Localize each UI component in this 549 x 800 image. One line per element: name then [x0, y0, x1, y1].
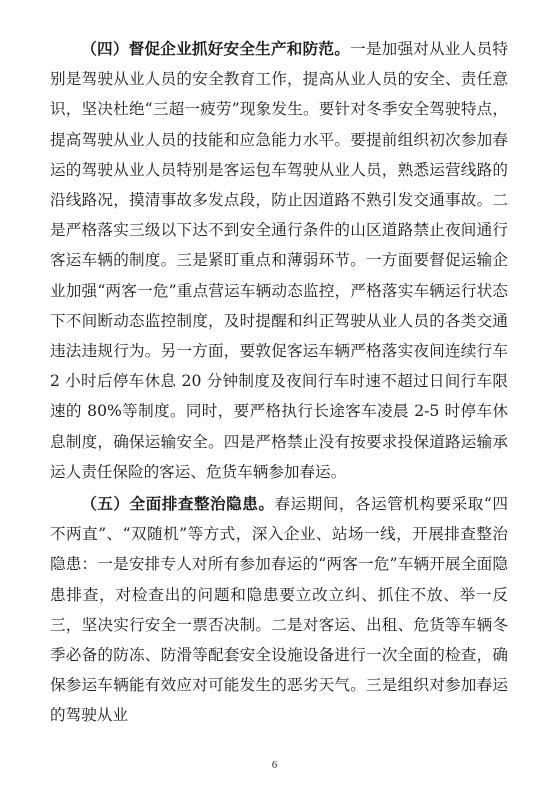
paragraph-section-5: [50, 489, 508, 731]
section-4-heading: （四）督促企业抓好安全生产和防范。: [81, 40, 351, 58]
section-5-text: 春运期间，各运管机构要采取“四不两直”、“双随机”等方式，深入企业、站场一线，开展排查整治隐患：一是安排专人对所有参加春运的“两客一危”车辆开展全面隐患排查，对检查出的问题和隐患要立改立纠、抓住不放、举一反三，坚决实行安全一票否决制。二是对客运、出租、危货等车辆冬季必备的防冻、防滑等配套安全设施设备进行一次全面的检查，确保参运车辆能有效应对可能发生的恶劣天气。三是组织对参加春运的驾驶从业: [50, 495, 508, 725]
page-number: 6: [271, 759, 278, 771]
section-5-heading: （五）全面排查整治隐患。: [81, 495, 275, 514]
section-4-text: 一是加强对从业人员特别是驾驶从业人员的安全教育工作，提高从业人员的安全、责任意识，坚决杜绝“三超一疲劳”现象发生。要针对冬季安全驾驶特点，提高驾驶从业人员的技能和应急能力水平。要提前组织初次参加春运的驾驶从业人员特别是客运包车驾驶从业人员，熟悉运营线路的沿线路况，摸清事故多发点段，防止因道路不熟引发交通事故。二是严格落实三级以下达不到安全通行条件的山区道路禁止夜间通行客运车辆的制度。三是紧盯重点和薄弱环节。一方面要督促运输企业加强“两客一危”重点营运车辆动态监控，严格落实车辆运行状态下不间断动态监控制度，及时提醒和纠正驾驶从业人员的各类交通违法违规行为。另一方面，要敦促客运车辆严格落实夜间连续行车 2 小时后停车休息 20 分钟制度及夜间行车时速不超过日间行车限速的 80%等制度。同时，要严格执行长途客车凌晨 2-5 时停车休息制度，确保运输安全。四是严格禁止没有按要求投保道路运输承运人责任保险的客运、危货车辆参加春运。: [50, 40, 508, 481]
paragraph-section-4: [50, 34, 508, 487]
document-body: [50, 34, 508, 731]
